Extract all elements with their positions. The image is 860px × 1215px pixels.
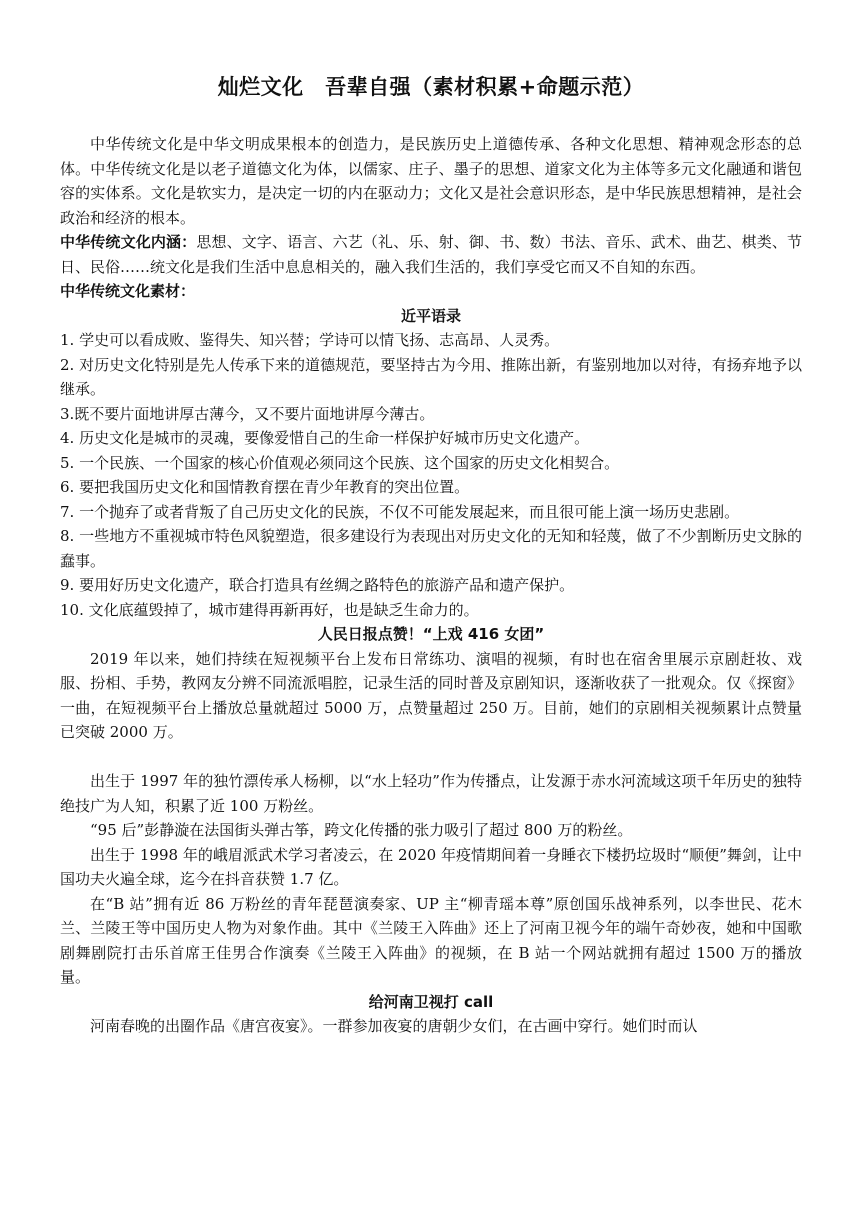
quote-item: 7. 一个抛弃了或者背叛了自己历史文化的民族，不仅不可能发展起来，而且很可能上演一场历史悲剧。 [60, 502, 740, 521]
quote-item: 9. 要用好历史文化遗产，联合打造具有丝绸之路特色的旅游产品和遗产保护。 [60, 576, 575, 594]
peoples-daily-heading: 人民日报点赞！“上戏 416 女团” [317, 625, 545, 643]
henan-tv-paragraph: 河南春晚的出圈作品《唐宫夜宴》。一群参加夜宴的唐朝少女们，在古画中穿行。她们时而认 [90, 1017, 698, 1035]
quote-item: 3.既不要片面地讲厚古薄今，又不要片面地讲厚今薄古。 [60, 404, 435, 423]
quote-item: 1. 学史可以看成败、鉴得失、知兴替；学诗可以情飞扬、志高昂、人灵秀。 [60, 331, 560, 349]
henan-tv-heading: 给河南卫视打 call [368, 992, 494, 1011]
quote-item: 2. 对历史文化特别是先人传承下来的道德规范，要坚持古为今用、推陈出新，有鉴别地加以对待，有扬弃地予以继承。 [60, 355, 802, 398]
example-paragraph: “95 后”彭静漩在法国街头弹古筝，跨文化传播的张力吸引了超过 800 万的粉丝。 [90, 821, 633, 839]
quote-item: 8. 一些地方不重视城市特色风貌塑造，很多建设行为表现出对历史文化的无知和轻蔑，做了不少割断历史文脉的蠢事。 [60, 527, 802, 570]
intro-paragraph: 中华传统文化是中华文明成果根本的创造力，是民族历史上道德传承、各种文化思想、精神观念形态的总体。中华传统文化是以老子道德文化为体，以儒家、庄子、墨子的思想、道家文化为主体等多元文化融通和谐包容的实体系。文化是软实力，是决定一切的内在驱动力；文化又是社会意识形态，是中华民族思想精神，是社会政治和经济的根本。 [60, 135, 802, 227]
materials-label: 中华传统文化素材： [60, 282, 196, 300]
example-paragraph: 出生于 1997 年的独竹漂传承人杨柳，以“水上轻功”作为传播点，让发源于赤水河流域这项千年历史的独特绝技广为人知，积累了近 100 万粉丝。 [60, 772, 802, 815]
blank-line [60, 745, 802, 770]
quotes-heading: 近平语录 [400, 306, 461, 325]
connotation-text: 思想、文字、语言、六艺（礼、乐、射、御、书、数）书法、音乐、武术、曲艺、棋类、节日、民俗……统文化是我们生活中息息相关的，融入我们生活的，我们享受它而又不自知的东西。 [60, 233, 802, 276]
quotes-list [60, 328, 802, 622]
example-paragraph: 出生于 1998 年的峨眉派武术学习者凌云，在 2020 年疫情期间着一身睡衣下楼扔垃圾时“顺便”舞剑，让中国功夫火遍全球，迄今在抖音获赞 1.7 亿。 [60, 845, 802, 888]
connotation-paragraph [60, 230, 802, 279]
quote-item: 4. 历史文化是城市的灵魂，要像爱惜自己的生命一样保护好城市历史文化遗产。 [60, 429, 590, 447]
connotation-label: 中华传统文化内涵： [60, 233, 197, 251]
page-title: 灿烂文化 吾辈自强（素材积累+命题示范） [217, 75, 645, 99]
peoples-daily-paragraph: 2019 年以来，她们持续在短视频平台上发布日常练功、演唱的视频，有时也在宿舍里展示京剧赶妆、戏服、扮相、手势，教网友分辨不同流派唱腔，记录生活的同时普及京剧知识，逐渐收获了一批观众。仅《探窗》一曲，在短视频平台上播放总量就超过 5000 万，点赞量超过 250 万。目前，她们的京剧相关视频累计点赞量已突破 2000 万。 [60, 649, 802, 741]
quote-item: 6. 要把我国历史文化和国情教育摆在青少年教育的突出位置。 [60, 478, 470, 496]
quote-item: 10. 文化底蕴毁掉了，城市建得再新再好，也是缺乏生命力的。 [60, 600, 479, 619]
quote-item: 5. 一个民族、一个国家的核心价值观必须同这个民族、这个国家的历史文化相契合。 [60, 453, 620, 472]
example-paragraph: 在“B 站”拥有近 86 万粉丝的青年琵琶演奏家、UP 主“柳青瑶本尊”原创国乐战神系列，以李世民、花木兰、兰陵王等中国历史人物为对象作曲。其中《兰陵王入阵曲》还上了河南卫视今年的端午奇妙夜，她和中国歌剧舞剧院打击乐首席王佳男合作演奏《兰陵王入阵曲》的视频，在 B 站一个网站就拥有超过 1500 万的播放量。 [60, 894, 802, 986]
